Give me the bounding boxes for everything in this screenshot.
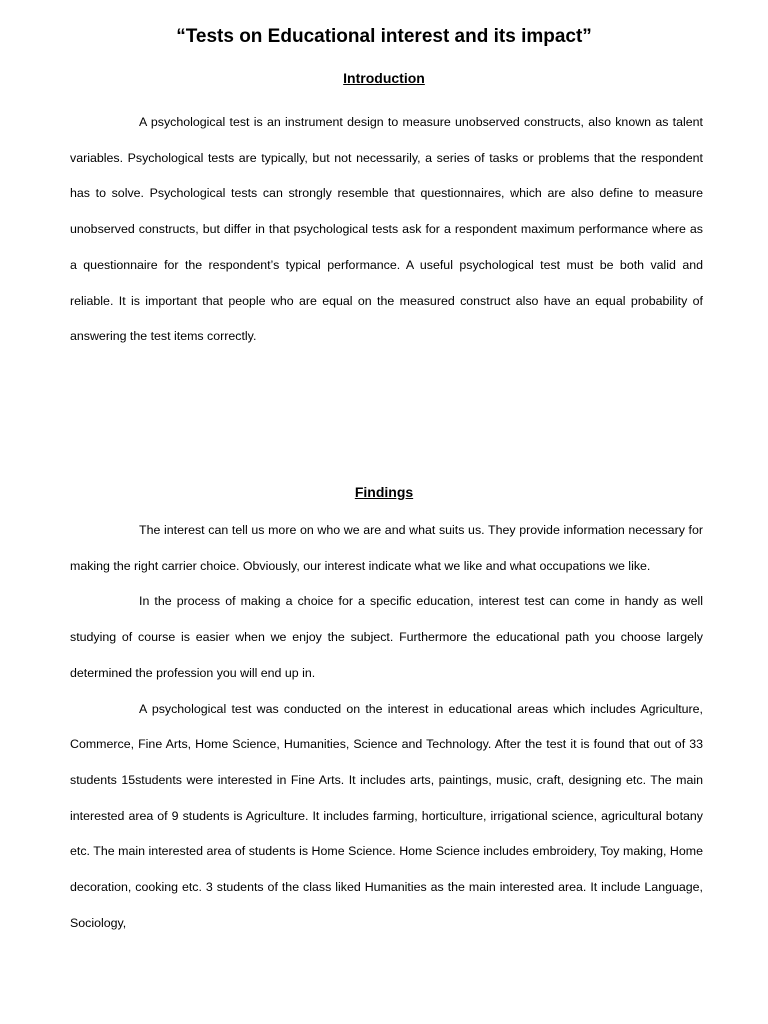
findings-paragraph-3: A psychological test was conducted on the interest in educational areas which includes Agriculture, Commerce, Fine Arts, Home Science, Humanities, Science and Technology. After the test it is found that out of 33 students 15students were interested in Fine Arts. It includes arts, paintings, music, craft, designing etc. The main interested area of 9 students is Agriculture. It includes farming, horticulture, irrigational science, agricultural botany etc. The main interested area of students is Home Science. Home Science includes embroidery, Toy making, Home decoration, cooking etc. 3 students of the class liked Humanities as the main interested area. It include Language, Sociology,	[70, 701, 703, 930]
findings-paragraph-1: The interest can tell us more on who we are and what suits us. They provide information necessary for making the right carrier choice. Obviously, our interest indicate what we like and what occupations we like.	[70, 523, 703, 573]
introduction-heading: Introduction	[343, 70, 425, 86]
document-title: “Tests on Educational interest and its impact”	[176, 26, 592, 47]
findings-section	[70, 513, 703, 941]
findings-heading: Findings	[354, 484, 414, 500]
introduction-section	[70, 105, 703, 355]
introduction-paragraph: A psychological test is an instrument design to measure unobserved constructs, also known as talent variables. Psychological tests are typically, but not necessarily, a series of tasks or problems that the respondent has to solve. Psychological tests can strongly resemble that questionnaires, which are also define to measure unobserved constructs, but differ in that psychological tests ask for a respondent maximum performance where as a questionnaire for the respondent’s typical performance. A useful psychological test must be both valid and reliable. It is important that people who are equal on the measured construct also have an equal probability of answering the test items correctly.	[70, 115, 703, 344]
findings-paragraph-2: In the process of making a choice for a specific education, interest test can come in handy as well studying of course is easier when we enjoy the subject. Furthermore the educational path you choose largely determined the profession you will end up in.	[70, 594, 703, 680]
